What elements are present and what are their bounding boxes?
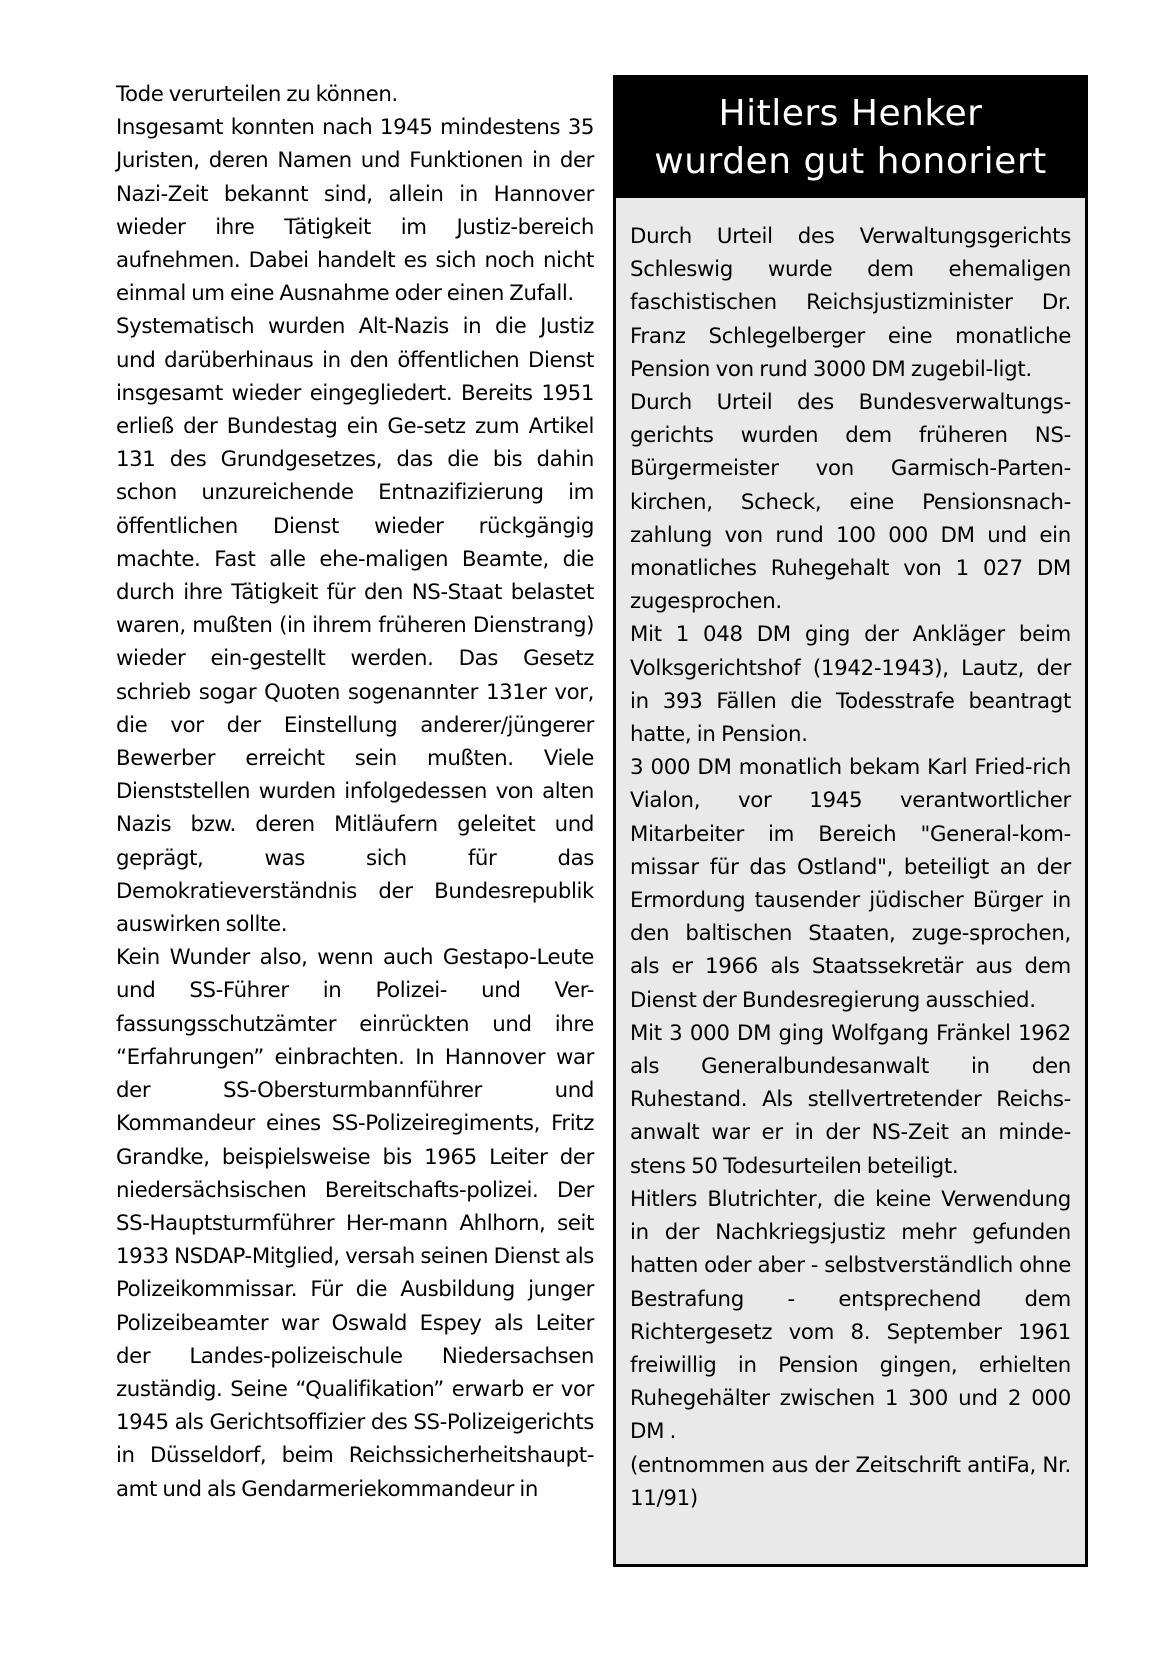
sidebar-box [613,75,1088,1567]
article-paragraph-1: Tode verurteilen zu können. [116,82,398,107]
sidebar-paragraph-5: Mit 3 000 DM ging Wolfgang Fränkel 1962 als Generalbundesanwalt in den Ruhestand. Als stellvertretender Reichs-anwalt war er in der NS-Zeit an minde-stens 50 Todesurteilen beteiligt. [630,1020,1071,1179]
sidebar-title-line-1: Hitlers Henker [718,93,983,134]
article-paragraph-4: Kein Wunder also, wenn auch Gestapo-Leute und SS-Führer in Polizei- und Ver-fassungsschutzämter einrückten und ihre “Erfahrungen” einbrachten. In Hannover war der SS-Obersturmbannführer und Kommandeur eines SS-Polizeiregiments, Fritz Grandke, beispielsweise bis 1965 Leiter der niedersächsischen Bereitschafts-polizei. Der SS-Hauptsturmführer Her-mann Ahlhorn, seit 1933 NSDAP-Mitglied, versah seinen Dienst als Polizeikommissar. Für die Ausbildung junger Polizeibeamter war Oswald Espey als Leiter der Landes-polizeischule Niedersachsen zuständig. Seine “Qualifikation” erwarb er vor 1945 als Gerichtsoffizier des SS-Polizeigerichts in Düsseldorf, beim Reichssicherheitshaupt-amt und als Gendarmeriekommandeur in [116,945,594,1502]
sidebar-paragraph-3: Mit 1 048 DM ging der Ankläger beim Volksgerichtshof (1942-1943), Lautz, der in 393 Fällen die Todesstrafe beantragt hatte, in Pension. [630,622,1071,748]
sidebar-paragraph-4: 3 000 DM monatlich bekam Karl Fried-rich Vialon, vor 1945 verantwortlicher Mitarbeiter im Bereich "General-kom-missar für das Ostland", beteiligt an der Ermordung tausender jüdischer Bürger in den baltischen Staaten, zuge-sprochen, als er 1966 als Staatssekretär aus dem Dienst der Bundesregierung ausschied. [630,755,1071,1013]
sidebar-body [616,198,1085,1515]
sidebar-paragraph-6: Hitlers Blutrichter, die keine Verwendung in der Nachkriegsjustiz mehr gefunden hatten oder aber - selbstverständlich ohne Bestrafung - entsprechend dem Richtergesetz vom 8. September 1961 freiwillig in Pension gingen, erhielten Ruhegehälter zwischen 1 300 und 2 000 DM . [630,1186,1071,1445]
article-paragraph-3: Systematisch wurden Alt-Nazis in die Justiz und darüberhinaus in den öffentlichen Dienst insgesamt wieder eingegliedert. Bereits 1951 erließ der Bundestag ein Ge-setz zum Artikel 131 des Grundgesetzes, das die bis dahin schon unzureichende Entnazifizierung im öffentlichen Dienst wieder rückgängig machte. Fast alle ehe-maligen Beamte, die durch ihre Tätigkeit für den NS-Staat belastet waren, mußten (in ihrem früheren Dienstrang) wieder ein-gestellt werden. Das Gesetz schrieb sogar Quoten sogenannter 131er vor, die vor der Einstellung anderer/jüngerer Bewerber erreicht sein mußten. Viele Dienststellen wurden infolgedessen von alten Nazis bzw. deren Mitläufern geleitet und geprägt, was sich für das Demokratieverständnis der Bundesrepublik auswirken sollte. [116,314,594,938]
sidebar-paragraph-1: Durch Urteil des Verwaltungsgerichts Schleswig wurde dem ehemaligen faschistischen Reichsjustizminister Dr. Franz Schlegelberger eine monatliche Pension von rund 3000 DM zugebil-ligt. [630,224,1071,382]
sidebar-title [616,78,1085,198]
sidebar-paragraph-2: Durch Urteil des Bundesverwaltungs-gerichts wurden dem früheren NS-Bürgermeister von Garmisch-Parten-kirchen, Scheck, eine Pensionsnach-zahlung von rund 100 000 DM und ein monatliches Ruhegehalt von 1 027 DM zugesprochen. [630,390,1071,615]
sidebar-title-line-2: wurden gut honoriert [654,141,1047,182]
article-paragraph-2: Insgesamt konnten nach 1945 mindestens 35 Juristen, deren Namen und Funktionen in der Nazi-Zeit bekannt sind, allein in Hannover wieder ihre Tätigkeit im Justiz-bereich aufnehmen. Dabei handelt es sich noch nicht einmal um eine Ausnahme oder einen Zufall. [116,115,594,307]
main-article-column [116,78,594,1506]
sidebar-source-note: (entnommen aus der Zeitschrift antiFa, Nr. 11/91) [630,1452,1071,1511]
